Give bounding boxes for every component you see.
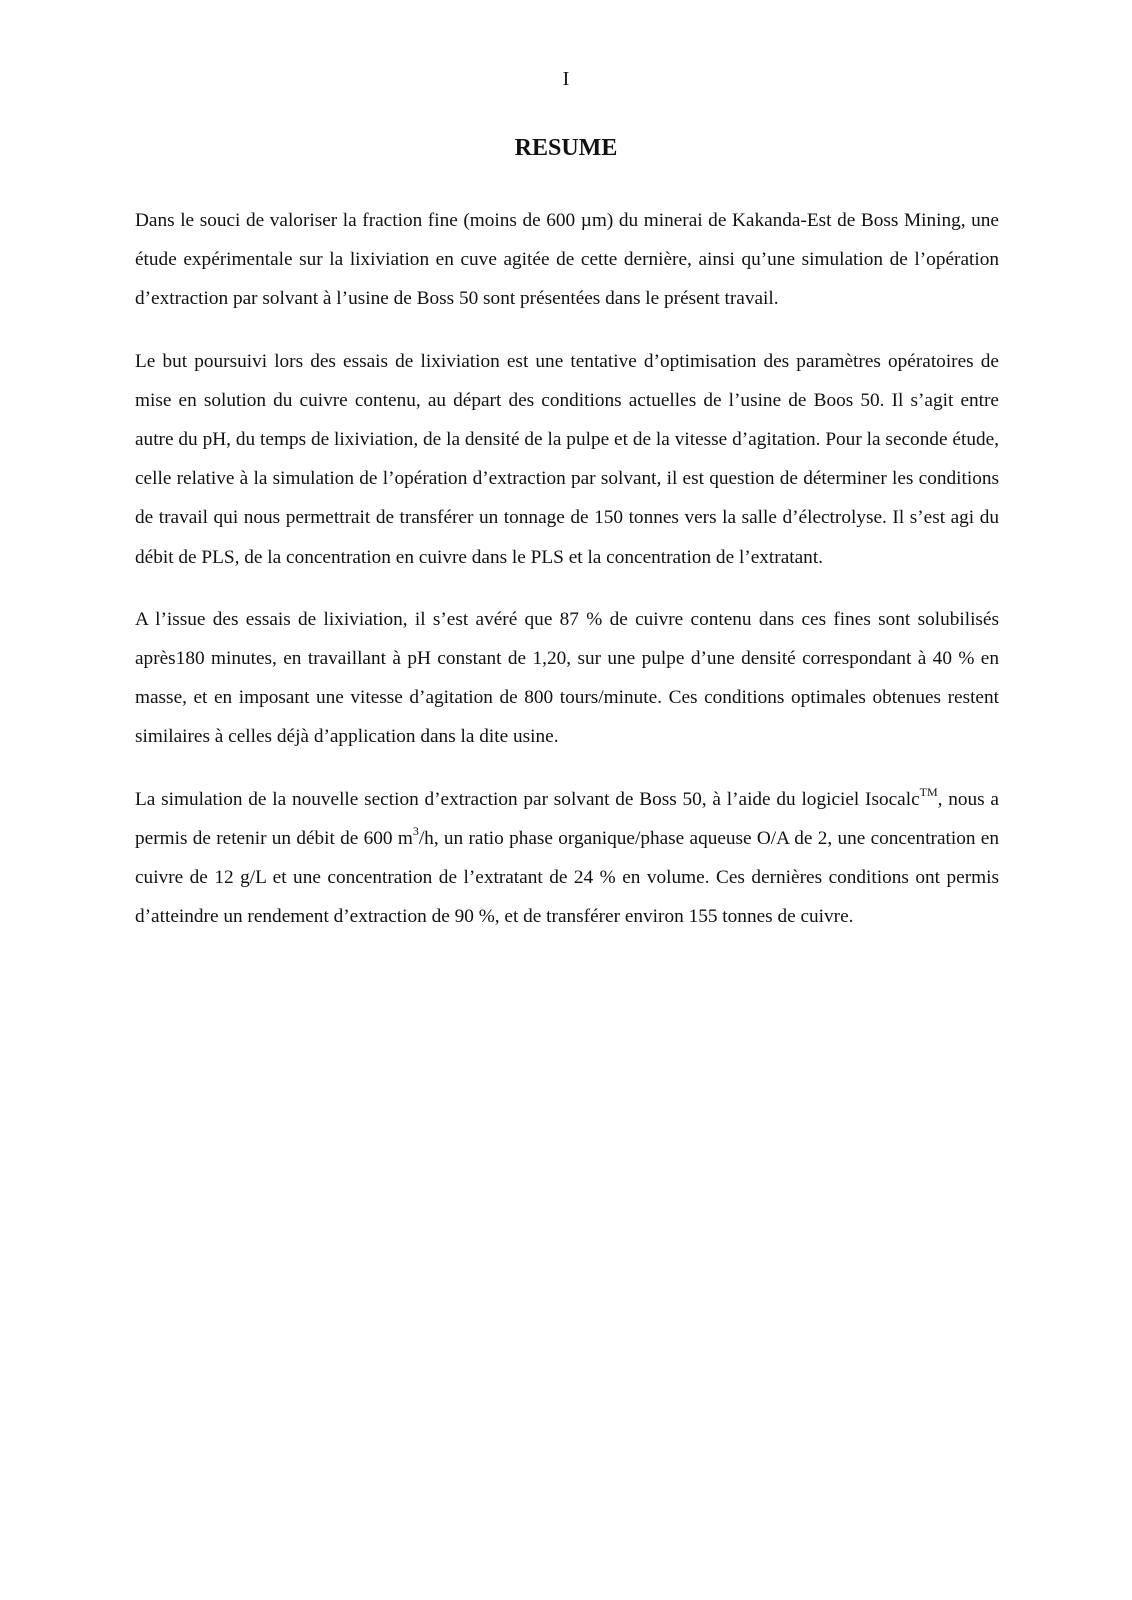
cubic-superscript: 3	[412, 824, 419, 839]
paragraph-4-part-2: , nous a permis de retenir un débit de 600 m	[135, 788, 999, 849]
paragraph-1: Dans le souci de valoriser la fraction fine (moins de 600 µm) du minerai de Kakanda-Est de Boss Mining, une étude expérimentale sur la lixiviation en cuve agitée de cette dernière, ainsi qu’une simulation de l’opération d’extraction par solvant à l’usine de Boss 50 sont présentées dans le présent travail.	[135, 210, 999, 310]
paragraph-4-part-1: La simulation de la nouvelle section d’extraction par solvant de Boss 50, à l’aide du logiciel Isocalc	[135, 788, 920, 810]
paragraph-3: A l’issue des essais de lixiviation, il s’est avéré que 87 % de cuivre contenu dans ces fines sont solubilisés après180 minutes, en travaillant à pH constant de 1,20, sur une pulpe d’une densité correspondant à 40 % en masse, et en imposant une vitesse d’agitation de 800 tours/minute. Ces conditions optimales obtenues restent similaires à celles déjà d’application dans la dite usine.	[135, 608, 999, 748]
trademark-superscript: TM	[919, 785, 938, 800]
page-title: RESUME	[514, 135, 618, 161]
paragraph-2: Le but poursuivi lors des essais de lixiviation est une tentative d’optimisation des paramètres opératoires de mise en solution du cuivre contenu, au départ des conditions actuelles de l’usine de Boos 50. Il s’agit entre autre du pH, du temps de lixiviation, de la densité de la pulpe et de la vitesse d’agitation. Pour la seconde étude, celle relative à la simulation de l’opération d’extraction par solvant, il est question de déterminer les conditions de travail qui nous permettrait de transférer un tonnage de 150 tonnes vers la salle d’électrolyse. Il s’est agi du débit de PLS, de la concentration en cuivre dans le PLS et la concentration de l’extratant.	[135, 350, 999, 568]
abstract-body	[135, 201, 999, 959]
page-number: I	[562, 68, 570, 90]
paragraph-4-part-3: /h, un ratio phase organique/phase aqueuse O/A de 2, une concentration en cuivre de 12 g/L et une concentration de l’extratant de 24 % en volume. Ces dernières conditions ont permis d’atteindre un rendement d’extraction de 90 %, et de transférer environ 155 tonnes de cuivre.	[135, 827, 999, 928]
paragraph-4	[135, 780, 999, 937]
